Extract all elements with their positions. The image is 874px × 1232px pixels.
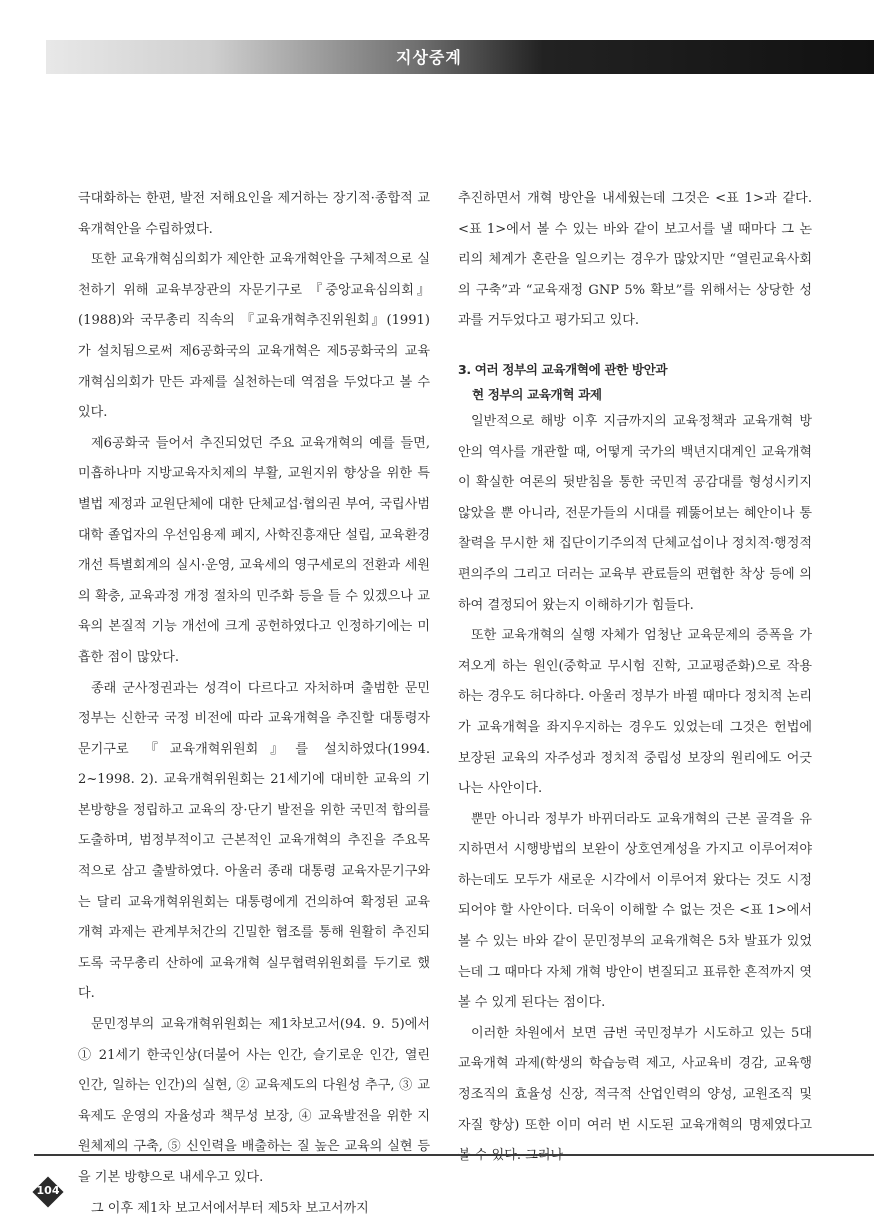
paragraph: 또한 교육개혁의 실행 자체가 엄청난 교육문제의 증폭을 가져오게 하는 원인(중학교 무시험 진학, 고교평준화)으로 작용하는 경우도 허다하다. 아울러 정부가 바뀔 때마다 정치적 논리가 교육개혁을 좌지우지하는 경우도 있었는데 그것은 헌법에 보장된 교육의 자주성과 정치적 중립성 보장의 원리에도 어긋나는 사안이다.: [458, 628, 812, 797]
left-column: [78, 184, 430, 1224]
paragraph: 뿐만 아니라 정부가 바뀌더라도 교육개혁의 근본 골격을 유지하면서 시행방법의 보완이 상호연계성을 가지고 이루어져야 하는데도 모두가 새로운 시각에서 이루어져 왔다는 것도 시정되어야 할 사안이다. 더욱이 이해할 수 없는 것은 <표 1>에서 볼 수 있는 바와 같이 문민정부의 교육개혁은 5차 발표가 있었는데 그 때마다 자체 개혁 방안이 변질되고 표류한 흔적까지 엿볼 수 있게 된다는 점이다.: [458, 811, 812, 1011]
header-banner: [46, 40, 874, 74]
paragraph: 그 이후 제1차 보고서에서부터 제5차 보고서까지: [91, 1200, 369, 1216]
page-number-badge: [33, 1177, 63, 1207]
paragraph: 종래 군사정권과는 성격이 다르다고 자처하며 출범한 문민정부는 신한국 국정 비전에 따라 교육개혁을 추진할 대통령자문기구로 『교육개혁위원회』를 설치하였다(1994. 2~1998. 2). 교육개혁위원회는 21세기에 대비한 교육의 기본방향을 정립하고 교육의 장·단기 발전을 위한 국민적 합의를 도출하며, 범정부적이고 근본적인 교육개혁의 추진을 주요목적으로 삼고 출발하였다. 아울러 종래 대통령 교육자문기구와는 달리 교육개혁위원회는 대통령에게 건의하여 확정된 교육개혁 과제는 관계부처간의 긴밀한 협조를 통해 원활히 추진되도록 국무총리 산하에 교육개혁 실무협력위원회를 두기로 했다.: [78, 680, 430, 1002]
section-title: 지상중계: [396, 48, 462, 67]
paragraph: 일반적으로 해방 이후 지금까지의 교육정책과 교육개혁 방안의 역사를 개관할 때, 어떻게 국가의 백년지대계인 교육개혁이 확실한 여론의 뒷받침을 통한 국민적 공감대를 형성시키지 않았을 뿐 아니라, 전문가들의 시대를 꿰뚫어보는 혜안이나 통찰력을 무시한 채 집단이기주의적 단체교섭이나 정치적·행정적 편의주의 그리고 더러는 교육부 관료들의 편협한 착상 등에 의하여 결정되어 왔는지 이해하기가 힘들다.: [458, 413, 812, 613]
paragraph: 이러한 차원에서 보면 금번 국민정부가 시도하고 있는 5대 교육개혁 과제(학생의 학습능력 제고, 사교육비 경감, 교육행정조직의 효율성 신장, 적극적 산업인력의 양성, 교원조직 및 자질 향상) 또한 이미 여러 번 시도된 교육개혁의 명제였다고: [458, 1025, 812, 1133]
paragraph: 또한 교육개혁심의회가 제안한 교육개혁안을 구체적으로 실천하기 위해 교육부장관의 자문기구로 『중앙교육심의회』(1988)와 국무총리 직속의 『교육개혁추진위원회』(1991)가 설치됨으로써 제6공화국의 교육개혁은 제5공화국의 교육개혁심의회가 만든 과제를 실천하는데 역점을 두었다고 볼 수 있다.: [78, 252, 430, 421]
section-heading-line: 3. 여러 정부의 교육개혁에 관한 방안과: [458, 361, 668, 377]
paragraph: 추진하면서 개혁 방안을 내세웠는데 그것은 <표 1>과 같다. <표 1>에서 볼 수 있는 바와 같이 보고서를 낼 때마다 그 논리의 체계가 혼란을 일으키는 경우가 많았지만 “열린교육사회의 구축”과 “교육재정 GNP 5% 확보”를 위해서는 상당한 성과를 거두었다고 평가되고 있다.: [458, 191, 812, 329]
paragraph: 극대화하는 한편, 발전 저해요인을 제거하는 장기적·종합적 교육개혁안을 수립하였다.: [78, 191, 430, 237]
footer-divider: [34, 1154, 874, 1156]
paragraph: 제6공화국 들어서 추진되었던 주요 교육개혁의 예를 들면, 미흡하나마 지방교육자치제의 부활, 교원지위 향상을 위한 특별법 제정과 교원단체에 대한 단체교섭·협의권 부여, 국립사범대학 졸업자의 우선임용제 폐지, 사학진흥재단 설립, 교육환경 개선 특별회계의 실시·운영, 교육세의 영구세로의 전환과 세원의 확충, 교육과정 개정 절차의 민주화 등을 들 수 있겠으나 교육의 본질적 기능 개선에 크게 공헌하였다고 인정하기에는 미흡한 점이 많았다.: [78, 435, 430, 665]
section-heading-line: 현 정부의 교육개혁 과제: [472, 386, 602, 402]
page-number: 104: [36, 1184, 60, 1197]
section-heading: [458, 357, 812, 407]
paragraph: 문민정부의 교육개혁위원회는 제1차보고서(94. 9. 5)에서 ① 21세기 한국인상(더불어 사는 인간, 슬기로운 인간, 열린 인간, 일하는 인간)의 실현, ② 교육제도의 다원성 추구, ③ 교육제도 운영의 자율성과 책무성 보장, ④ 교육발전을 위한 지원체제의 구축, ⑤ 신인력을 배출하는 질 높은 교육의 실현 등을 기본 방향으로 내세우고 있다.: [78, 1017, 430, 1185]
right-column: [458, 184, 812, 1172]
